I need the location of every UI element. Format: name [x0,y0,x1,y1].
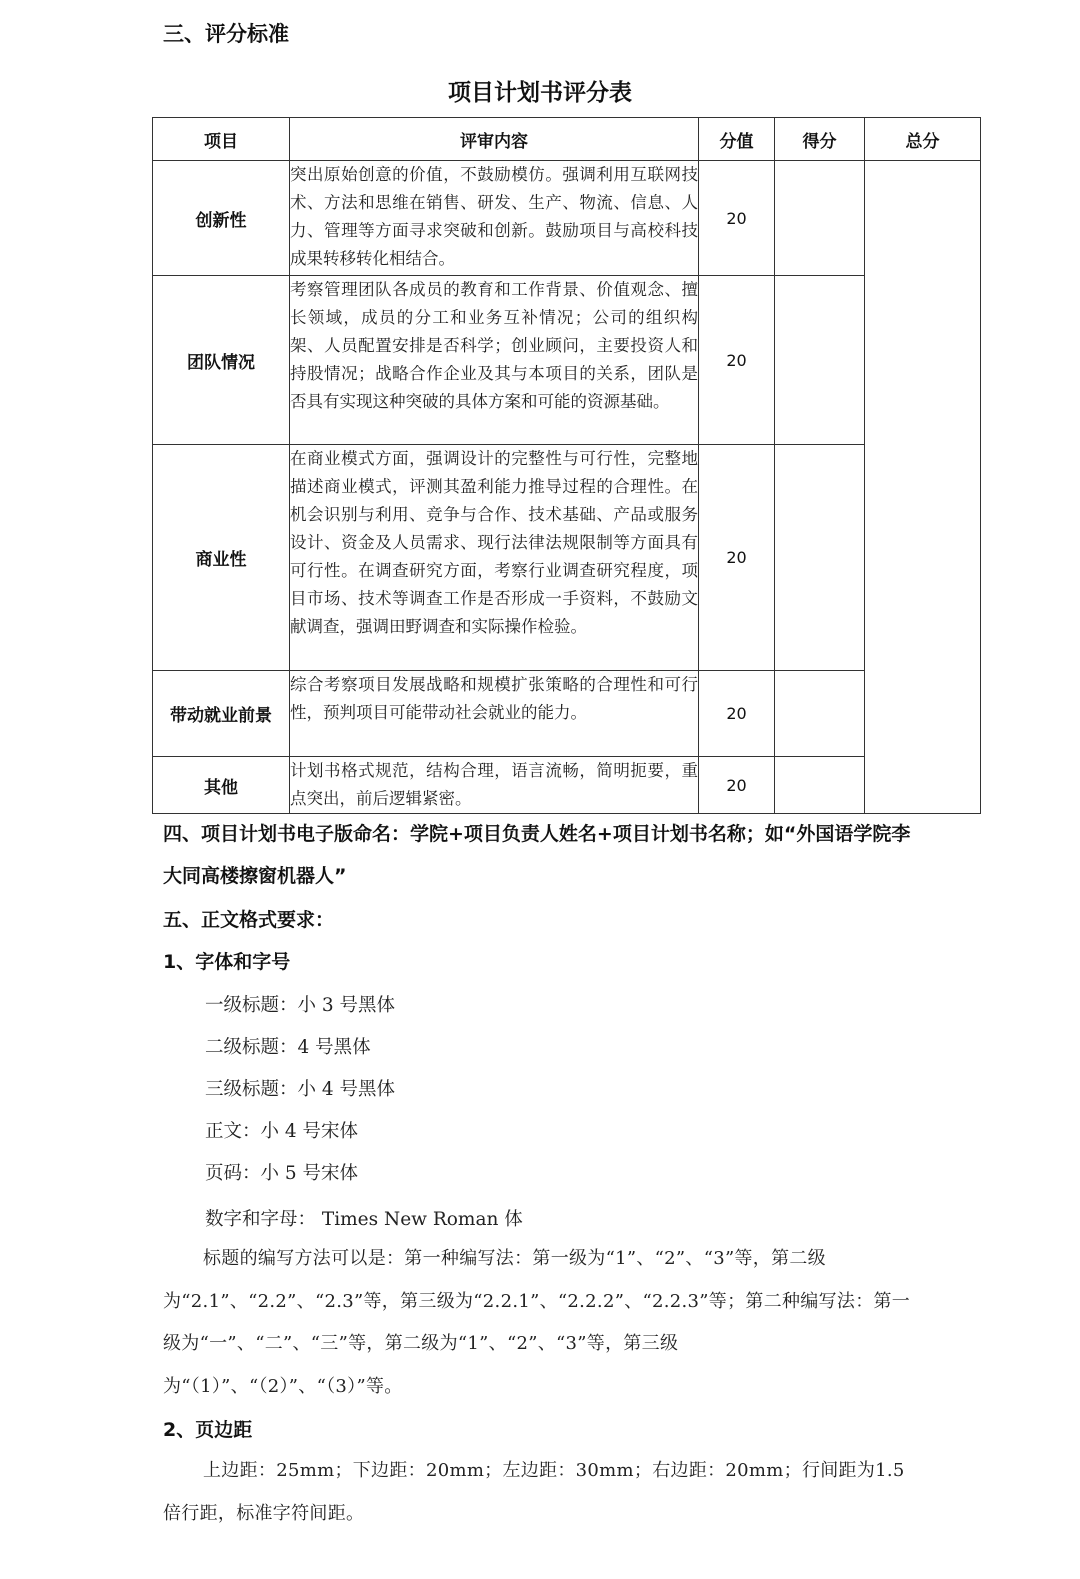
row-score-cell [775,276,865,445]
row-points: 20 [699,161,775,276]
header-item: 项目 [153,118,290,161]
font-spec-item: 页码：小 5 号宋体 [205,1163,359,1184]
row-score-cell [775,161,865,276]
row-content: 计划书格式规范，结构合理，语言流畅，简明扼要，重点突出，前后逻辑紧密。 [290,757,699,814]
row-score-cell [775,445,865,671]
sub-2-title: 2、页边距 [163,1419,253,1441]
total-cell [865,161,981,814]
header-points: 分值 [699,118,775,161]
row-score-cell [775,757,865,814]
header-total: 总分 [865,118,981,161]
row-points: 20 [699,671,775,757]
row-content: 在商业模式方面，强调设计的完整性与可行性，完整地描述商业模式，评测其盈利能力推导过程的合理性。在机会识别与利用、竞争与合作、技术基础、产品或服务设计、资金及人员需求、现行法律法规限制等方面具有可行性。在调查研究方面，考察行业调查研究程度，项目市场、技术等调查工作是否形成一手资料，不鼓励文献调查，强调田野调查和实际操作检验。 [290,445,699,671]
row-item: 商业性 [153,445,290,671]
section-5-title: 五、正文格式要求： [163,909,335,931]
row-content: 突出原始创意的价值，不鼓励模仿。强调利用互联网技术、方法和思维在销售、研发、生产、物流、信息、人力、管理等方面寻求突破和创新。鼓励项目与高校科技成果转移转化相结合。 [290,161,699,276]
sub-1-title: 1、字体和字号 [163,951,291,973]
font-spec-item: 正文：小 4 号宋体 [205,1121,359,1142]
row-points: 20 [699,757,775,814]
font-spec-item: 二级标题：4 号黑体 [205,1037,371,1058]
table-row [153,671,981,757]
header-content: 评审内容 [290,118,699,161]
row-points: 20 [699,445,775,671]
font-spec-item: 三级标题：小 4 号黑体 [205,1079,396,1100]
table-row [153,445,981,671]
table-header-row [153,118,981,161]
table-row [153,276,981,445]
row-points: 20 [699,276,775,445]
table-title: 项目计划书评分表 [448,80,632,106]
row-item: 创新性 [153,161,290,276]
row-score-cell [775,671,865,757]
table-row [153,757,981,814]
row-content: 考察管理团队各成员的教育和工作背景、价值观念、擅长领域，成员的分工和业务互补情况；公司的组织构架、人员配置安排是否科学；创业顾问，主要投资人和持股情况；战略合作企业及其与本项目的关系，团队是否具有实现这种突破的具体方案和可能的资源基础。 [290,276,699,445]
numbering-paragraph: 标题的编写方法可以是：第一种编写法：第一级为“1”、“2”、“3”等，第二级为“2.1”、“2.2”、“2.3”等，第三级为“2.2.1”、“2.2.2”、“2.2.3”等；第二种编写法：第一级为“一”、“二”、“三”等，第二级为“1”、“2”、“3”等，第三级为“（1）”、“（2）”、“（3）”等。 [163,1248,911,1397]
font-spec-item: 一级标题：小 3 号黑体 [205,995,396,1016]
row-item: 带动就业前景 [153,671,290,757]
margins-paragraph: 上边距：25mm；下边距：20mm；左边距：30mm；右边距：20mm；行间距为1.5 倍行距，标准字符间距。 [163,1460,905,1524]
header-score: 得分 [775,118,865,161]
section-4-text: 四、项目计划书电子版命名：学院+项目负责人姓名+项目计划书名称；如“外国语学院李大同高楼擦窗机器人” [163,823,911,887]
row-content: 综合考察项目发展战略和规模扩张策略的合理性和可行性，预判项目可能带动社会就业的能力。 [290,671,699,757]
scoring-table [152,117,981,814]
section-3-title: 三、评分标准 [163,22,289,46]
row-item: 团队情况 [153,276,290,445]
table-row [153,161,981,276]
row-item: 其他 [153,757,290,814]
font-spec-item: 数字和字母： Times New Roman 体 [205,1209,523,1230]
